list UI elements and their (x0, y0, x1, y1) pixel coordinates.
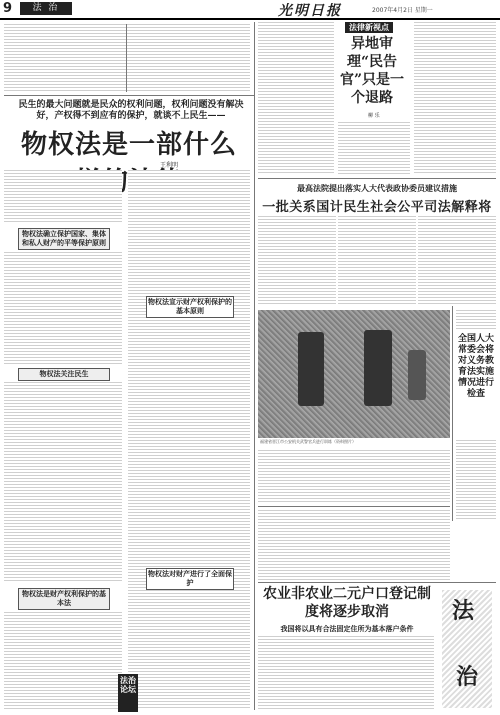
bottom-upper-body (258, 510, 450, 580)
feature-body-b (414, 22, 496, 174)
lead-box-head-3: 物权法是财产权利保护的基本法 (18, 588, 110, 610)
lead-box-head-2: 物权法关注民生 (18, 368, 110, 381)
lead-body-col1b (4, 252, 122, 364)
top-middle-text (258, 22, 334, 174)
feature-body-a (338, 122, 410, 174)
lead-kicker: 民生的最大问题就是民众的权利问题，权利问题没有解决好，产权得不到应有的保护，就谈不上民生—— (18, 100, 244, 121)
photo-figure (364, 330, 392, 406)
lead-body-col1c (4, 382, 122, 582)
lead-box-head-4: 物权法宣示财产权利保护的基本原则 (146, 296, 234, 318)
bottom-subhead: 我国将以具有合法固定住所为基本落户条件 (280, 625, 414, 633)
bottom-headline: 农业非农业二元户口登记制度将逐步取消 (263, 586, 431, 620)
photo-caption: 福建省晋江市公安机关武警官兵进行训练（资料照片） (260, 439, 356, 444)
middle-kicker: 最高法院提出落实人大代表政协委员建议措施 (297, 184, 457, 193)
lead-headline: 物权法是一部什么 (20, 130, 237, 160)
feature-tag: 法律新视点 (345, 22, 393, 33)
photo-story-body (258, 450, 450, 502)
top-left-text-block (4, 24, 250, 92)
masthead: 光明日报 (278, 3, 342, 19)
rule (258, 506, 450, 507)
feature-byline: 柳 乐 (368, 113, 380, 119)
lead-box-head-5: 物权法对财产进行了全面保护 (146, 568, 234, 590)
section-label: 法 治 (20, 2, 72, 15)
photo-figure (408, 350, 426, 400)
corner-char-2: 治 (456, 664, 479, 690)
rule (258, 582, 496, 583)
page-number: 9 (3, 1, 13, 16)
lead-body-col2 (128, 170, 250, 710)
column-tag: 法治论坛 (118, 674, 138, 712)
rule (4, 95, 254, 96)
lead-box-head-1: 物权法确立保护国家、集体和私人财产的平等保护原则 (18, 228, 110, 250)
photo-figure (298, 332, 324, 406)
middle-body-col2 (338, 216, 416, 306)
news-photo (258, 310, 450, 438)
middle-body-col3 (418, 216, 496, 306)
column-divider (452, 306, 453, 521)
bottom-body (258, 636, 434, 710)
side-body (456, 440, 496, 520)
rule (258, 178, 496, 179)
side-text-top (456, 310, 496, 330)
feature-headline: 异地审理“民告官”只是一个退路 (339, 36, 405, 106)
column-divider (126, 24, 127, 92)
side-headline: 全国人大常委会将对义务教育法实施情况进行检查 (457, 334, 494, 399)
corner-char-1: 法 (452, 598, 475, 624)
lead-byline: 王利明 (160, 162, 179, 169)
lead-body-col1 (4, 170, 122, 224)
middle-body-col1 (258, 216, 336, 306)
middle-headline: 一批关系国计民生社会公平司法解释将 (262, 200, 492, 215)
column-divider (254, 22, 255, 710)
issue-date: 2007年4月2日 星期一 (372, 7, 433, 14)
lead-body-col1d (4, 612, 122, 710)
